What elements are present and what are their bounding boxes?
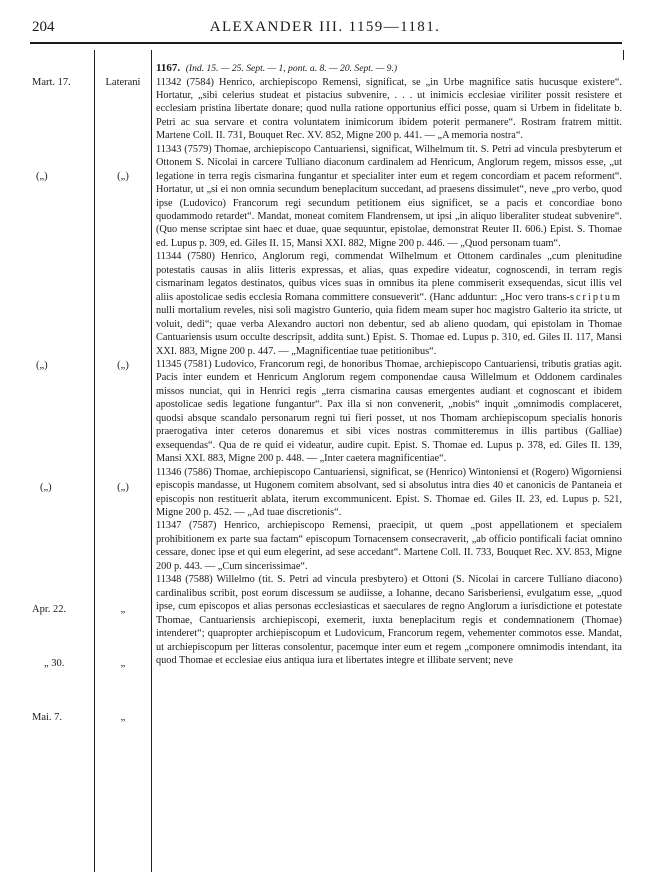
entry-text-part: nulli mortalium reveles, nisi soli magistro Gunterio, quia fidem meam super hoc magistro Galterio ita stricte, ut voluit, dedi“; quae verba Alexandro auctori non debentur, sed ab alieno quodam, qui epistolam in Thomae Cantuariensis usum occulte descripsit, addita sunt.) Epist. S. Thomae ed. Lupus p. 310, ed. Giles II. 117, Mansi XXI. 883, Migne 200 p. 447. — „Magnificentiae tuae petitionibus“. (156, 305, 622, 357)
regest-entry: 11343 (7579) Thomae, archiepiscopo Cantuariensi, significat, Wilhelmum tit. S. Petri ad vincula presbyterum et Ottonem S. Nicolai in carcere Tulliano diaconum cardinalem ad Henricum, Anglorum regem, missos esse, „ut legatione in terra regis cismarina fungantur et specialiter inter eum et regem concordiam et pacem reforment“. Hortatur, ut „si ei non omnia secundum beneplacitum succedant, ad praesens dissimulet“, neve „pro verbo, quod ipse (Ludovico) Francorum regi secundum petitionem eius significet, se a pacis et concordiae bono quodammodo retardet“. Mandat, moneat comitem Flandrensem, ut ipsi „in aliquo liberaliter studeat subvenire“. (Quo mense scriptae sint haec et duae, quae sequuntur, epistolae, demonstrat Reuter II. 606.) Epist. S. Thomae ed. Lupus p. 309, ed. Giles II. 15, Mansi XXI. 882, Migne 200 p. 446. — „Quod personam tuam“. (156, 143, 622, 249)
page-header (0, 0, 650, 36)
date-entry: Mart. 17. (32, 77, 71, 88)
place-entry: Laterani (105, 77, 141, 88)
date-entry: Mai. 7. (32, 712, 63, 723)
regest-entry: 11347 (7587) Henrico, archiepiscopo Remensi, praecipit, ut quem „post appellationem et specialem prohibitionem ex parte sua factam“ episcopum Tornacensem consecraverit, „ab officio pontificali faciat omnino cessare, donec ipse et qui eum elegerint, ad sese accedant“. Martene Coll. II. 733, Bouquet Rec. XV. 853, Migne 200 p. 443. — „Cum sincerissimae“. (156, 520, 622, 572)
date-entry: („) (40, 482, 52, 493)
year-label: 1167. (156, 62, 181, 74)
date-entry: („) (36, 360, 48, 371)
entry-text-spaced: scriptum (569, 291, 622, 303)
regest-entry: 11348 (7588) Willelmo (tit. S. Petri ad vincula presbytero) et Ottoni (S. Nicolai in carcere Tulliano diacono) cardinalibus scribit, post eorum discessum se audiisse, a Iohanne, decano Sarisberiensi, evulgatum esse, „quod ipse, cum episcopos et alias personas ecclesiasticas et saeculares de regno Anglorum a iurisdictione et potestate Thomae, Cantuariensis archiepiscopi, exemerit, iuxta beneplacitum regis et condemnationem (Thomae) intenderet“; quapropter archiepiscopum et Ludovicum, Francorum regem, vehementer commotos esse. Mandat, ut archiepiscopum per litteras consolentur, pacemque inter eum et regem „componere omnimodis intendant, ita quod Thomae et ecclesiae eius antiqua iura et libertates integre et illibate servent; neve (156, 574, 622, 666)
place-entry: „ (120, 658, 126, 669)
regest-entry: 11345 (7581) Ludovico, Francorum regi, de honoribus Thomae, archiepiscopo Cantuariensi, tributis gratias agit. Pacis inter eundem et Henricum Anglorum regem componendae causa Willelmum et Oddonem cardinales missos nunciat, qui in Henrici regis „terra cismarina causas emergentes audiant et cognoscant et ibidem apostolicae sedis legatione fungantur“. Pax illa si non convenerit, „nobis“ inquit „omnimodis complaceret, quodsi absque scandalo personarum regni tui fieri posset, ut nos Thomam archiepiscopum specialis honoris praerogativa inter ceteros donaremus et sibi vices nostras committeremus in illis partibus (Galliae) exsequendas“. Qua de re quid ei videatur, audire cupit. Epist. S. Thomae ed. Lupus p. 378, ed. Giles II. 139, Mansi XXI. 883, Migne 200 p. 448. — „Inter caetera magnificentiae“. (156, 359, 622, 465)
year-meta: (Ind. 15. — 25. Sept. — 1, pont. a. 8. — 20. Sept. — 9.) (185, 63, 398, 74)
column-rule-body-right (623, 50, 624, 60)
place-entry: „ (120, 712, 126, 723)
place-entry: („) (117, 360, 129, 371)
place-entry: „ (120, 604, 126, 615)
regest-entry (156, 250, 622, 358)
regest-entry: 11342 (7584) Henrico, archiepiscopo Remensi, significat, se „in Urbe magnifice satis hucusque existere“. Hortatur, „sibi celerius studeat et pistacius subvenire, . . . ut inimicis ecclesiae viriliter possit resistere et ecclesiam pristina libertate donare; quod nulla ratione opportunius effici posse, quam si Urbem in fidelitate b. Petri ac sua servare et contra voluntatem inimicorum ibidem poterit permanere“. Rostram fratrem mittit. Martene Coll. II. 731, Bouquet Rec. XV. 852, Migne 200 p. 441. — „A memoria nostra“. (156, 76, 622, 142)
column-rule-place (151, 50, 152, 872)
regest-entry: 11346 (7586) Thomae, archiepiscopo Cantuariensi, significat, se (Henrico) Wintoniensi et (Rogero) Wigorniensi episcopis mandasse, ut Hugonem comitem absolvant, sed si absolutus intra dies 40 et canonicis de Pantaneia et episcopis non restituerit ablata, iterum excommunicent. Epist. S. Thomae ed. Giles II. 23, ed. Lupus p. 521, Migne 200 p. 452. — „Ad tuae discretionis“. (156, 466, 622, 518)
year-heading (156, 62, 622, 76)
entry-text-part: 11344 (7580) Henrico, Anglorum regi, commendat Wilhelmum et Ottonem cardinales „cum plenitudine potestatis causas in aliis litteris expressas, et alias, quas expedire videatur, cognoscendi, in terram regis cismarinam legatos destinatos, quibus vices suas in omnibus ita plene commiserit exsequendas, sicut illis vel aliis apostolicae sedis ecclesia Romana committere consueverit“. (Hanc adduntur: „Hoc vero trans- (156, 251, 622, 303)
running-title: ALEXANDER III. 1159—1181. (209, 19, 441, 35)
date-entry: „ 30. (44, 658, 65, 669)
body-column (156, 62, 622, 667)
place-entry: („) (117, 482, 129, 493)
place-entry: („) (117, 171, 129, 182)
header-rule (30, 42, 622, 44)
date-entry: („) (36, 171, 48, 182)
date-entry: Apr. 22. (32, 604, 67, 615)
page-number: 204 (32, 19, 55, 35)
